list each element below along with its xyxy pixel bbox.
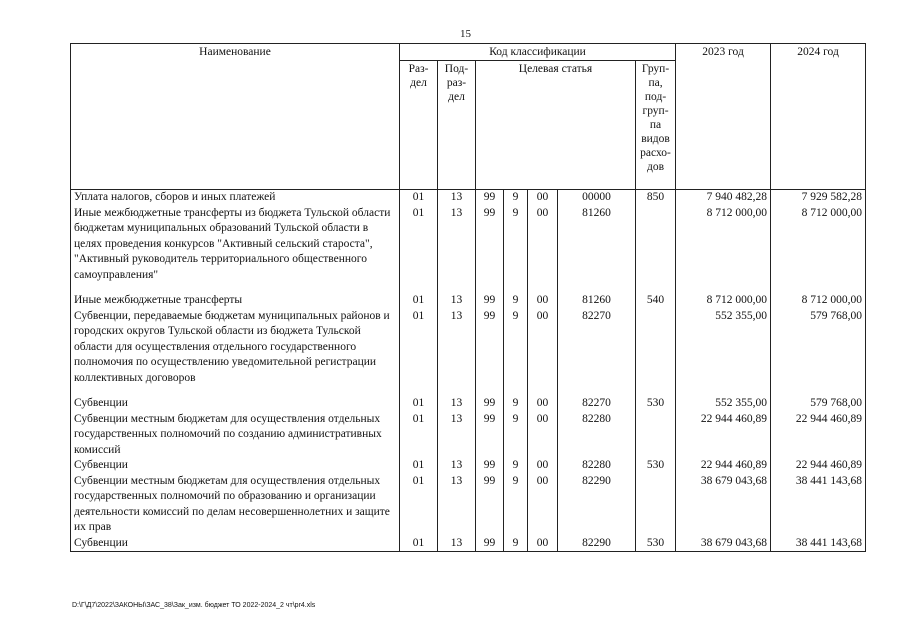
row-target-direction: 82290 — [558, 536, 636, 552]
row-expense-group: 850 — [636, 190, 676, 206]
row-target-program: 99 — [476, 206, 504, 284]
table-row — [71, 309, 866, 387]
spacer-cell — [771, 283, 866, 293]
row-name: Субвенции — [71, 396, 400, 412]
row-amount-2023: 552 355,00 — [676, 309, 771, 387]
row-podrazdel: 13 — [438, 206, 476, 284]
table-row — [71, 536, 866, 552]
row-podrazdel: 13 — [438, 396, 476, 412]
row-target-direction: 82290 — [558, 474, 636, 536]
row-razdel: 01 — [400, 396, 438, 412]
row-amount-2024: 579 768,00 — [771, 396, 866, 412]
row-target-subprogram: 9 — [504, 190, 528, 206]
row-target-program: 99 — [476, 293, 504, 309]
row-expense-group: 530 — [636, 536, 676, 552]
row-amount-2023: 38 679 043,68 — [676, 536, 771, 552]
row-target-subprogram: 9 — [504, 309, 528, 387]
row-amount-2024: 38 441 143,68 — [771, 474, 866, 536]
row-amount-2023: 552 355,00 — [676, 396, 771, 412]
spacer-cell — [676, 386, 771, 396]
row-expense-group: 540 — [636, 293, 676, 309]
spacer-cell — [636, 386, 676, 396]
row-expense-group — [636, 309, 676, 387]
row-podrazdel: 13 — [438, 293, 476, 309]
table-row — [71, 474, 866, 536]
table-row — [71, 458, 866, 474]
spacer-cell — [476, 386, 504, 396]
row-target-subprogram: 9 — [504, 474, 528, 536]
row-podrazdel: 13 — [438, 474, 476, 536]
page-number: 15 — [460, 28, 471, 40]
row-target-direction: 81260 — [558, 206, 636, 284]
spacer-cell — [71, 283, 400, 293]
table-row — [71, 412, 866, 459]
row-podrazdel: 13 — [438, 309, 476, 387]
spacer-cell — [504, 386, 528, 396]
header-2023: 2023 год — [676, 44, 771, 190]
row-target-program: 99 — [476, 396, 504, 412]
row-name: Иные межбюджетные трансферты из бюджета Тульской области бюджетам муниципальных образований Тульской области в целях проведения конкурсов "Активный сельский староста", "Активный руководитель территориального общественного самоуправления" — [71, 206, 400, 284]
row-target-direction: 82280 — [558, 412, 636, 459]
row-amount-2024: 22 944 460,89 — [771, 458, 866, 474]
row-target-direction: 82270 — [558, 309, 636, 387]
header-podrazdel: Под- раз- дел — [438, 61, 476, 190]
spacer-cell — [528, 283, 558, 293]
row-razdel: 01 — [400, 190, 438, 206]
row-expense-group — [636, 412, 676, 459]
spacer-cell — [438, 386, 476, 396]
spacer-cell — [636, 283, 676, 293]
row-target-program: 99 — [476, 458, 504, 474]
table-row — [71, 293, 866, 309]
row-razdel: 01 — [400, 206, 438, 284]
row-razdel: 01 — [400, 536, 438, 552]
budget-table — [70, 43, 866, 552]
spacer-cell — [400, 283, 438, 293]
row-podrazdel: 13 — [438, 190, 476, 206]
row-razdel: 01 — [400, 474, 438, 536]
row-amount-2024: 579 768,00 — [771, 309, 866, 387]
row-target-main: 00 — [528, 293, 558, 309]
row-target-subprogram: 9 — [504, 458, 528, 474]
row-target-main: 00 — [528, 474, 558, 536]
row-target-main: 00 — [528, 309, 558, 387]
spacer-cell — [528, 386, 558, 396]
row-target-main: 00 — [528, 412, 558, 459]
row-target-program: 99 — [476, 536, 504, 552]
row-target-program: 99 — [476, 412, 504, 459]
spacer-row — [71, 386, 866, 396]
spacer-cell — [558, 386, 636, 396]
table-row — [71, 206, 866, 284]
row-target-subprogram: 9 — [504, 293, 528, 309]
table-row — [71, 396, 866, 412]
header-target: Целевая статья — [476, 61, 636, 190]
row-name: Субвенции — [71, 458, 400, 474]
row-amount-2024: 7 929 582,28 — [771, 190, 866, 206]
spacer-cell — [438, 283, 476, 293]
row-expense-group — [636, 206, 676, 284]
row-target-program: 99 — [476, 190, 504, 206]
row-razdel: 01 — [400, 458, 438, 474]
spacer-cell — [476, 283, 504, 293]
row-name: Уплата налогов, сборов и иных платежей — [71, 190, 400, 206]
row-podrazdel: 13 — [438, 412, 476, 459]
row-target-subprogram: 9 — [504, 412, 528, 459]
row-expense-group: 530 — [636, 396, 676, 412]
budget-table-container — [70, 43, 865, 552]
row-target-main: 00 — [528, 206, 558, 284]
row-target-direction: 82270 — [558, 396, 636, 412]
header-code: Код классификации — [400, 44, 676, 61]
table-body — [71, 190, 866, 552]
header-name: Наименование — [71, 44, 400, 190]
file-path-footer: D:\Г\Д7\2022\ЗАКОНЫ\ЗАС_38\Зак_изм. бюджет ТО 2022-2024_2 чт\pr4.xls — [72, 602, 316, 609]
row-name: Иные межбюджетные трансферты — [71, 293, 400, 309]
spacer-cell — [676, 283, 771, 293]
row-razdel: 01 — [400, 309, 438, 387]
row-target-direction: 00000 — [558, 190, 636, 206]
row-target-main: 00 — [528, 190, 558, 206]
row-target-subprogram: 9 — [504, 206, 528, 284]
spacer-cell — [504, 283, 528, 293]
spacer-cell — [771, 386, 866, 396]
row-amount-2024: 22 944 460,89 — [771, 412, 866, 459]
row-amount-2024: 38 441 143,68 — [771, 536, 866, 552]
row-amount-2024: 8 712 000,00 — [771, 206, 866, 284]
row-target-program: 99 — [476, 474, 504, 536]
row-target-main: 00 — [528, 536, 558, 552]
header-razdel: Раз- дел — [400, 61, 438, 190]
row-target-subprogram: 9 — [504, 396, 528, 412]
row-amount-2023: 38 679 043,68 — [676, 474, 771, 536]
row-target-program: 99 — [476, 309, 504, 387]
row-target-main: 00 — [528, 396, 558, 412]
row-target-subprogram: 9 — [504, 536, 528, 552]
row-target-direction: 81260 — [558, 293, 636, 309]
row-amount-2023: 22 944 460,89 — [676, 458, 771, 474]
header-2024: 2024 год — [771, 44, 866, 190]
row-name: Субвенции, передаваемые бюджетам муниципальных районов и городских округов Тульской области из бюджета Тульской области для осуществления отдельного государственного полномочия по осуществлению уведомительной регистрации коллективных договоров — [71, 309, 400, 387]
row-target-main: 00 — [528, 458, 558, 474]
row-razdel: 01 — [400, 412, 438, 459]
spacer-cell — [558, 283, 636, 293]
spacer-row — [71, 283, 866, 293]
header-group: Груп- па, под- груп- па видов расхо- дов — [636, 61, 676, 190]
row-podrazdel: 13 — [438, 536, 476, 552]
row-name: Субвенции местным бюджетам для осуществления отдельных государственных полномочий по образованию и организации деятельности комиссий по делам несовершеннолетних и защите их прав — [71, 474, 400, 536]
spacer-cell — [400, 386, 438, 396]
table-row — [71, 190, 866, 206]
spacer-cell — [71, 386, 400, 396]
row-razdel: 01 — [400, 293, 438, 309]
row-expense-group: 530 — [636, 458, 676, 474]
row-amount-2023: 8 712 000,00 — [676, 293, 771, 309]
row-name: Субвенции местным бюджетам для осуществления отдельных государственных полномочий по созданию административных комиссий — [71, 412, 400, 459]
row-amount-2023: 8 712 000,00 — [676, 206, 771, 284]
row-amount-2024: 8 712 000,00 — [771, 293, 866, 309]
row-expense-group — [636, 474, 676, 536]
row-podrazdel: 13 — [438, 458, 476, 474]
row-amount-2023: 22 944 460,89 — [676, 412, 771, 459]
row-name: Субвенции — [71, 536, 400, 552]
row-target-direction: 82280 — [558, 458, 636, 474]
row-amount-2023: 7 940 482,28 — [676, 190, 771, 206]
